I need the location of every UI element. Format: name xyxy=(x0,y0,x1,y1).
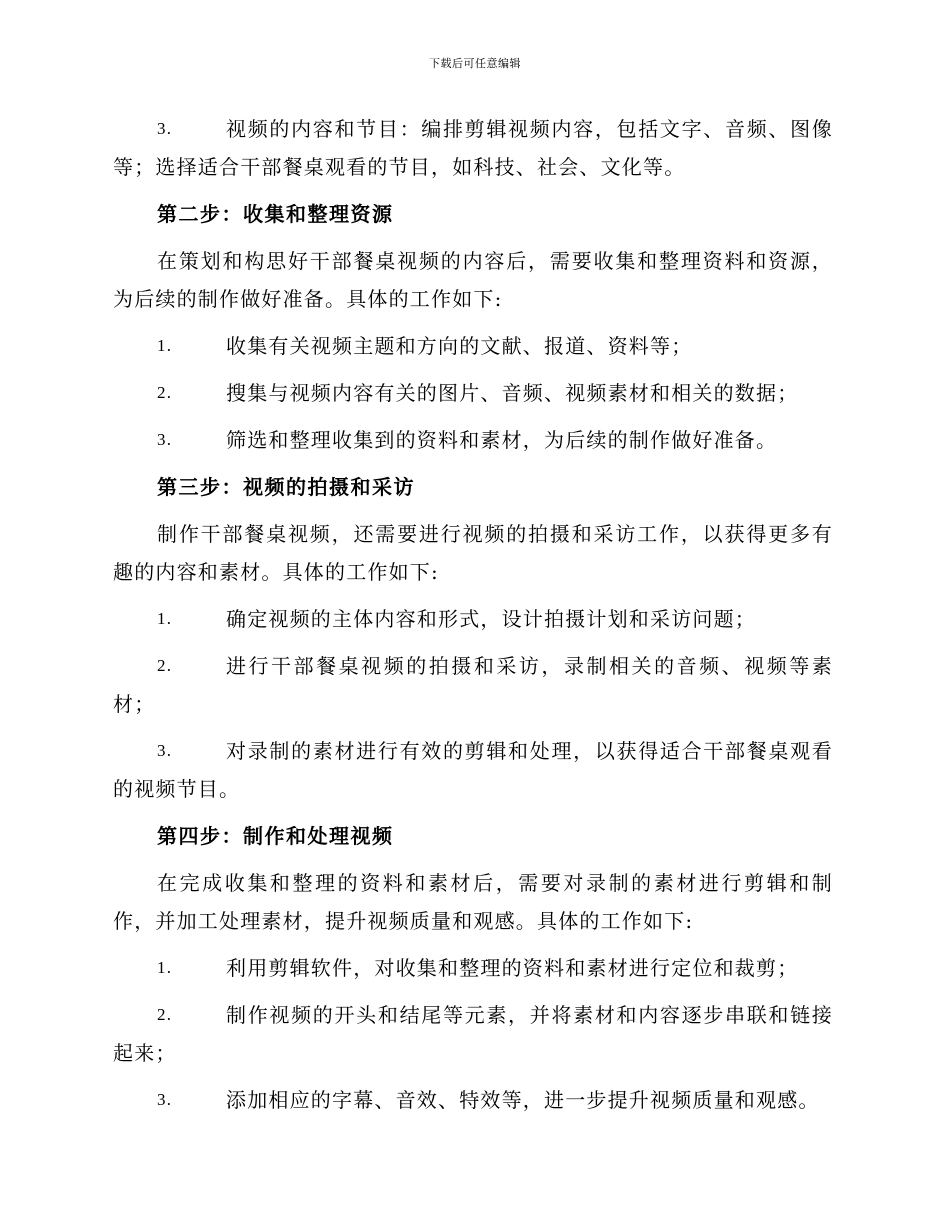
list-number: 3. xyxy=(157,430,173,449)
list-number: 1. xyxy=(157,609,173,628)
list-number: 3. xyxy=(157,1090,173,1109)
list-text: 利用剪辑软件，对收集和整理的资料和素材进行定位和裁剪； xyxy=(226,956,799,980)
list-text: 对录制的素材进行有效的剪辑和处理，以获得适合干部餐桌观看的视频节目。 xyxy=(113,739,833,801)
list-item xyxy=(113,421,833,459)
section-heading: 第二步：收集和整理资源 xyxy=(157,202,394,226)
paragraph: 在策划和构思好干部餐桌视频的内容后，需要收集和整理资料和资源，为后续的制作做好准备。具体的工作如下: xyxy=(113,249,833,311)
list-text: 进行干部餐桌视频的拍摄和采访，录制相关的音频、视频等素材； xyxy=(113,654,833,716)
list-number: 1. xyxy=(157,958,173,977)
list-item xyxy=(113,110,833,186)
list-text: 添加相应的字幕、音效、特效等，进一步提升视频质量和观感。 xyxy=(226,1088,820,1112)
list-item xyxy=(113,600,833,638)
list-text: 收集有关视频主题和方向的文献、报道、资料等； xyxy=(226,334,693,358)
list-text: 搜集与视频内容有关的图片、音频、视频素材和相关的数据； xyxy=(226,381,799,405)
paragraph: 制作干部餐桌视频，还需要进行视频的拍摄和采访工作，以获得更多有趣的内容和素材。具体的工作如下: xyxy=(113,522,833,584)
list-item xyxy=(113,374,833,412)
list-text: 筛选和整理收集到的资料和素材，为后续的制作做好准备。 xyxy=(226,428,778,452)
list-item xyxy=(113,327,833,365)
list-number: 3. xyxy=(157,741,173,760)
list-item xyxy=(113,732,833,808)
section-heading: 第三步：视频的拍摄和采访 xyxy=(157,475,415,499)
list-item xyxy=(113,949,833,987)
page-header: 下载后可任意编辑 xyxy=(429,57,521,70)
list-number: 1. xyxy=(157,336,173,355)
document-body xyxy=(113,110,833,1128)
list-number: 3. xyxy=(157,119,173,138)
list-number: 2. xyxy=(157,656,173,675)
list-number: 2. xyxy=(157,1005,173,1024)
list-text: 视频的内容和节目：编排剪辑视频内容，包括文字、音频、图像等；选择适合干部餐桌观看的节目，如科技、社会、文化等。 xyxy=(113,117,833,179)
section-heading: 第四步：制作和处理视频 xyxy=(157,824,394,848)
list-text: 确定视频的主体内容和形式，设计拍摄计划和采访问题； xyxy=(226,607,756,631)
list-number: 2. xyxy=(157,383,173,402)
list-item xyxy=(113,1081,833,1119)
list-text: 制作视频的开头和结尾等元素，并将素材和内容逐步串联和链接起来； xyxy=(113,1003,833,1065)
paragraph: 在完成收集和整理的资料和素材后，需要对录制的素材进行剪辑和制作，并加工处理素材，提升视频质量和观感。具体的工作如下: xyxy=(113,871,833,933)
list-item xyxy=(113,996,833,1072)
list-item xyxy=(113,647,833,723)
